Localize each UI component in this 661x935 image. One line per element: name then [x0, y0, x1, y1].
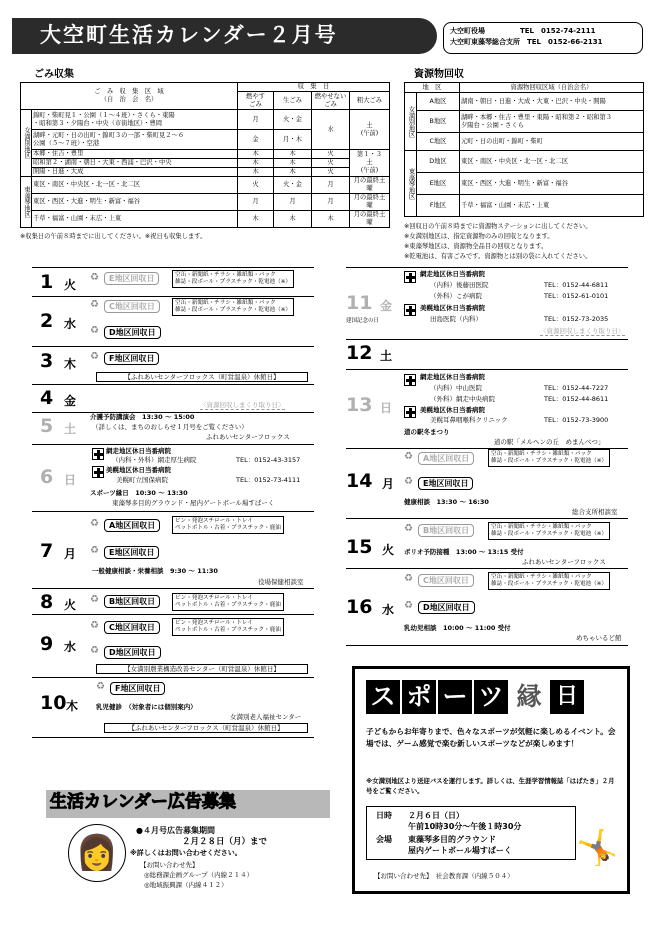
- recycle-items-box: 空缶・新聞紙・チラシ・雑紙類・パック 雑誌・段ボール・プラスチック・乾電池（※）: [172, 270, 294, 288]
- recycle-icon: ♻: [90, 594, 99, 605]
- recycle-icon: ♻: [404, 523, 413, 534]
- resource-note: ※乾電池は、有害ごみです。資源物とは別の袋に入れてください。: [404, 253, 592, 260]
- resource-row-key: A地区: [417, 93, 460, 111]
- event-venue: 道の駅「メルヘンの丘 めまんべつ」: [494, 438, 605, 446]
- garbage-row-area: 湖畔・元町・日の出町・錦町３の一部・柴町見２～６ 公園（５～７班）・空港: [32, 130, 238, 150]
- day-weekday: 火: [64, 278, 77, 292]
- red-cross-icon: [404, 406, 416, 418]
- garbage-row-nonburn: 木: [312, 211, 350, 228]
- collection-pill: A地区回収日: [418, 452, 474, 465]
- resource-row-key: B地区: [417, 111, 460, 133]
- garbage-header-days: 収 集 日: [238, 83, 390, 92]
- hospital-tel: TEL：0152-44-8611: [544, 395, 609, 403]
- garbage-row-area: 東区・西区・大進・明生・新富・福谷: [32, 194, 238, 211]
- collection-pill: C地区回収日: [104, 300, 160, 313]
- event-title: 乳幼児相談 10:00 ～ 11:00 受付: [404, 624, 511, 632]
- recycle-items-box: 空缶・新聞紙・チラシ・雑紙類・パック 雑誌・段ボール・プラスチック・乾電池（※）: [488, 572, 610, 590]
- closure-notice: 【ふれあいセンターフロックス（町営温泉）休館日】: [96, 372, 308, 382]
- divider: [32, 296, 314, 297]
- sports-title-char: ツ: [474, 680, 508, 714]
- event-detail: （詳しくは、まちのおしらせ１月号をご覧ください）: [92, 423, 248, 431]
- resource-header-zone: 資源物回収区域（自治会名）: [459, 83, 643, 93]
- recycle-icon: ♻: [404, 573, 413, 584]
- pickup-note: 〈資源回収しまくり取り日〉: [540, 327, 625, 335]
- divider: [32, 588, 314, 589]
- resource-row-key: D地区: [417, 151, 460, 173]
- event-title: 介護予防講演会 13:30 ～ 15:00: [90, 413, 195, 421]
- event-venue: 総合支所相談室: [572, 508, 618, 516]
- recycle-icon: ♻: [90, 545, 99, 556]
- day-number: 4: [40, 387, 54, 409]
- sports-date: ２月６日（日）: [408, 811, 464, 820]
- garbage-row-nonburn: 火: [312, 168, 350, 177]
- sports-note: ※女満別地区より送迎バスを運行します。詳しくは、生涯学習情報誌「はばたき」２月号をご覧ください。: [366, 777, 615, 795]
- collection-pill: D地区回収日: [104, 326, 161, 339]
- recycle-icon: ♻: [404, 600, 413, 611]
- garbage-row-area: 本郷・住吉・豊里: [32, 150, 238, 159]
- recycle-items-box: ビン・発泡スチロール・トレイ ペットボトル・古着・プラスチック・鹿油: [172, 618, 284, 636]
- hospital-name: 田島医院（内科）: [430, 315, 482, 323]
- hospital-heading: 美幌地区休日当番病院: [420, 406, 485, 414]
- garbage-group-memanbetsu: 女満別地区: [21, 110, 32, 177]
- recycle-icon: ♻: [90, 299, 99, 310]
- garbage-row-raw: 月: [274, 194, 312, 211]
- resource-row-value: 湖南・朝日・日進・大成・大東・巴沢・中央・開陽: [459, 93, 643, 111]
- page-title: 大空町生活カレンダー２月号: [40, 23, 338, 47]
- sports-date-label: 日時: [376, 811, 392, 820]
- day-number: 11: [346, 292, 373, 314]
- recycle-icon: ♻: [404, 476, 413, 487]
- garbage-header-large: 粗大ごみ: [350, 92, 390, 110]
- collection-pill: F地区回収日: [110, 682, 165, 695]
- garbage-nonburn-top: 水: [312, 110, 350, 150]
- sports-title-char: ポ: [402, 680, 436, 714]
- hospital-name: （外科）こが病院: [430, 292, 482, 300]
- hospital-tel: TEL：0152-73-2035: [544, 315, 609, 323]
- recycle-icon: ♻: [96, 681, 105, 692]
- divider: [32, 677, 314, 678]
- event-title: ポリオ予防接種 13:00 ～ 13:15 受付: [404, 548, 524, 556]
- contact-tel-1: TEL 0152-74-2111: [520, 27, 596, 35]
- collection-pill: D地区回収日: [104, 646, 161, 659]
- hospital-name: （内科・外科）網走厚生病院: [112, 456, 197, 464]
- garbage-row-burn: 金: [238, 130, 274, 150]
- garbage-group-higashimokoto: 東藻琴地区: [21, 177, 32, 228]
- garbage-row-large: 月の最終土曜: [350, 177, 390, 194]
- day-number: 3: [40, 350, 54, 372]
- sports-title-char: 日: [550, 680, 584, 714]
- recycle-items-box: ビン・発泡スチロール・トレイ ペットボトル・古着・プラスチック・鹿油: [172, 593, 284, 611]
- day-number: 10: [40, 692, 67, 714]
- garbage-header-nonburn: 燃やせない ごみ: [312, 92, 350, 110]
- collection-pill: E地区回収日: [418, 477, 473, 490]
- resource-header-area: 地 区: [405, 83, 460, 93]
- garbage-row-area: 昭和第２・湖南・朝日・大東・西浦・巴沢・中央: [32, 159, 238, 168]
- recycle-items-box: 空缶・新聞紙・チラシ・雑紙類・パック 雑誌・段ボール・プラスチック・乾電池（※）: [488, 522, 610, 540]
- hospital-tel: TEL：0152-44-6811: [544, 281, 609, 289]
- collection-pill: C地区回収日: [418, 574, 474, 587]
- sports-venue: 東藻琴多目的グラウンド: [408, 835, 496, 844]
- red-cross-icon: [404, 374, 416, 386]
- event-title: スポーツ縁日 10:30 ～ 13:30: [90, 489, 188, 497]
- event-venue: 女満別老人福祉センター: [230, 713, 302, 721]
- divider: [32, 444, 314, 445]
- day-weekday: 木: [66, 699, 79, 713]
- day-number: 16: [346, 596, 373, 618]
- collection-pill: A地区回収日: [104, 519, 160, 532]
- hospital-name: （内科）後藤田医院: [430, 281, 489, 289]
- resource-row-value: 湖畔・本郷・住吉・豊里・東陽・昭和第２・昭和第３ 夕陽台・公園・さくら: [459, 111, 643, 133]
- contact-office-2: 大空町東藻琴総合支所: [450, 38, 520, 46]
- resource-group-memanbetsu: 女満別地区: [405, 93, 417, 151]
- garbage-row-burn: 木: [238, 150, 274, 159]
- day-weekday: 日: [64, 473, 77, 487]
- recycle-icon: ♻: [90, 518, 99, 529]
- recycle-icon: ♻: [90, 325, 99, 336]
- contact-office-1: 大空町役場: [450, 27, 485, 35]
- day-number: 7: [40, 540, 54, 562]
- day-number: 9: [40, 633, 54, 655]
- garbage-row-burn: 月: [238, 110, 274, 130]
- day-weekday: 土: [64, 422, 77, 436]
- divider: [346, 267, 628, 268]
- day-number: 6: [40, 466, 54, 488]
- garbage-row-raw: 木: [274, 168, 312, 177]
- recycle-icon: ♻: [90, 351, 99, 362]
- day-weekday: 金: [380, 299, 393, 313]
- resource-table: [404, 82, 644, 217]
- sports-title-char: ス: [366, 680, 400, 714]
- sports-venue-2: 屋内ゲートボール場すぱーく: [408, 846, 512, 855]
- collection-pill: C地区回収日: [104, 621, 160, 634]
- day-weekday: 火: [64, 598, 77, 612]
- resource-title: 資源物回収: [414, 69, 464, 80]
- garbage-row-large: 月の最終土曜: [350, 211, 390, 228]
- hospital-tel: TEL：0152-73-3900: [544, 416, 609, 424]
- sports-title-char: 縁: [516, 682, 542, 711]
- hospital-heading: 網走地区休日当番病院: [420, 270, 485, 278]
- day-weekday: 火: [382, 543, 395, 557]
- sports-description: 子どもからお年寄りまで、色々なスポーツが気軽に楽しめるイベント。会場では、ゲーム感覚で楽む新しいスポーツなどが楽しめます！: [366, 727, 616, 748]
- garbage-row-raw: 月・木: [274, 130, 312, 150]
- garbage-row-nonburn: 火: [312, 159, 350, 168]
- collection-pill: F地区回収日: [104, 352, 159, 365]
- garbage-row-nonburn: 火: [312, 150, 350, 159]
- recycle-items-box: 空缶・新聞紙・チラシ・雑紙類・パック 雑誌・段ボール・プラスチック・乾電池（※）: [172, 298, 294, 316]
- garbage-row-nonburn: 月: [312, 194, 350, 211]
- collection-pill: D地区回収日: [418, 601, 475, 614]
- ad-contact-label: 【お問い合わせ先】: [140, 861, 199, 869]
- contact-tel-2: TEL 0152-66-2131: [527, 38, 603, 46]
- garbage-row-raw: 木: [274, 150, 312, 159]
- resource-note: ※回収日の午前８時までに資源物ステーションに出してください。: [404, 223, 592, 230]
- hospital-name: 美幌町立国保病院: [116, 476, 168, 484]
- divider: [32, 267, 314, 268]
- hospital-tel: TEL：0152-61-0101: [544, 292, 609, 300]
- garbage-large-mid: 第１・３ 土 (午前): [350, 150, 390, 177]
- garbage-row-nonburn: 月: [312, 177, 350, 194]
- event-title: 健康相談 13:30 ～ 16:30: [404, 498, 489, 506]
- day-number: 2: [40, 310, 54, 332]
- event-venue: めちゃいるど館: [576, 634, 622, 642]
- divider: [32, 346, 314, 347]
- hospital-name: （外科）網走中央病院: [430, 395, 495, 403]
- event-title: 道の駅冬まつり: [404, 428, 450, 436]
- collection-pill: E地区回収日: [104, 546, 159, 559]
- divider: [32, 614, 314, 615]
- divider: [346, 568, 628, 569]
- resource-row-key: F地区: [417, 195, 460, 217]
- collection-pill: B地区回収日: [418, 524, 474, 537]
- red-cross-icon: [92, 466, 104, 478]
- day-number: 13: [346, 394, 373, 416]
- hospital-heading: 美幌地区休日当番病院: [106, 466, 171, 474]
- resource-note: ※女満別地区は、指定資源物のみの回収となります。: [404, 233, 554, 240]
- garbage-row-raw: 火・金: [274, 110, 312, 130]
- day-number: 5: [40, 415, 54, 437]
- hospital-heading: 網走地区休日当番病院: [106, 447, 171, 455]
- divider: [346, 369, 628, 370]
- ad-contact-2: ◎地域振興課（内線４１２）: [144, 881, 228, 889]
- garbage-large-top: 土 (午前): [350, 110, 390, 150]
- hospital-name: （内科）中山医院: [430, 384, 482, 392]
- garbage-row-burn: 月: [238, 194, 274, 211]
- garbage-row-raw: 火・金: [274, 177, 312, 194]
- red-cross-icon: [92, 448, 104, 460]
- sports-title-char: ー: [438, 680, 472, 714]
- hospital-heading: 網走地区休日当番病院: [420, 373, 485, 381]
- divider: [32, 384, 314, 385]
- divider: [32, 511, 314, 512]
- recycle-icon: ♻: [90, 645, 99, 656]
- resource-row-value: 千草・福富・山園・末広・上東: [459, 195, 643, 217]
- hospital-tel: TEL：0152-73-4111: [236, 476, 301, 484]
- garbage-row-area: 千草・福富・山園・末広・上東: [32, 211, 238, 228]
- garbage-row-burn: 木: [238, 159, 274, 168]
- closure-notice: 【女満別農業構造改善センター（町営温泉）休館日】: [96, 664, 308, 674]
- hospital-name: 美幌耳鼻咽喉科クリニック: [430, 416, 508, 424]
- divider: [32, 737, 314, 738]
- garbage-row-area: 開陽・日進・大成: [32, 168, 238, 177]
- resource-group-higashimokoto: 東藻琴地区: [405, 151, 417, 217]
- garbage-row-raw: 木: [274, 159, 312, 168]
- garbage-row-area: 東区・南区・中央区・北一区・北二区: [32, 177, 238, 194]
- mascot-icon: 🤸: [576, 828, 619, 868]
- event-venue: ふれあいセンターフロックス: [522, 558, 606, 566]
- ad-contact-1: ◎総務課企画グループ（内線２１４）: [144, 871, 254, 879]
- event-venue: ふれあいセンターフロックス: [206, 433, 290, 441]
- recycle-items-box: ビン・発泡スチロール・トレイ ペットボトル・古着・プラスチック・鹿油: [172, 516, 284, 534]
- holiday-name: 建国記念の日: [346, 318, 380, 324]
- garbage-table: [20, 82, 390, 228]
- closure-notice: 【ふれあいセンターフロックス（町営温泉）休館日】: [104, 723, 308, 733]
- garbage-header-burn: 燃やす ごみ: [238, 92, 274, 110]
- resource-row-value: 元町・日の出町・錦町・柴町: [459, 133, 643, 151]
- sports-venue-label: 会場: [376, 835, 392, 844]
- red-cross-icon: [404, 271, 416, 283]
- day-weekday: 土: [380, 349, 393, 363]
- hospital-heading: 美幌地区休日当番病院: [420, 304, 485, 312]
- woman-icon: 👩: [68, 824, 126, 882]
- garbage-title: ごみ収集: [34, 69, 74, 80]
- collection-pill: B地区回収日: [104, 595, 160, 608]
- day-number: 14: [346, 470, 373, 492]
- red-cross-icon: [404, 304, 416, 316]
- day-weekday: 木: [64, 357, 77, 371]
- hospital-tel: TEL：0152-43-3157: [236, 456, 301, 464]
- day-weekday: 水: [64, 640, 77, 654]
- day-weekday: 日: [380, 401, 393, 415]
- recycle-icon: ♻: [90, 620, 99, 631]
- day-weekday: 月: [382, 477, 395, 491]
- event-venue: 役場保健相談室: [258, 578, 304, 586]
- day-weekday: 水: [64, 317, 77, 331]
- divider: [346, 645, 628, 646]
- day-number: 8: [40, 591, 54, 613]
- event-venue: 東藻琴多目的グラウンド・屋内ゲートボール場すぱーく: [112, 499, 275, 507]
- resource-row-key: E地区: [417, 173, 460, 195]
- day-weekday: 水: [382, 603, 395, 617]
- divider: [346, 339, 628, 340]
- garbage-row-burn: 火: [238, 177, 274, 194]
- resource-row-key: C地区: [417, 133, 460, 151]
- resource-note: ※東藻琴地区は、資源物全品目の回収となります。: [404, 243, 548, 250]
- recycle-items-box: 空缶・新聞紙・チラシ・雑紙類・パック 雑誌・段ボール・プラスチック・乾電池（※）: [488, 449, 610, 467]
- garbage-header-raw: 生ごみ: [274, 92, 312, 110]
- garbage-row-large: 月の最終土曜: [350, 194, 390, 211]
- divider: [346, 518, 628, 519]
- event-title: 乳児健診 （対象者には個別案内）: [96, 703, 197, 711]
- sports-time: 午前10時30分～午後１時30分: [408, 822, 522, 831]
- ad-inquire: ※詳しくはお問い合わせください。: [130, 849, 242, 857]
- day-number: 15: [346, 536, 373, 558]
- garbage-row-raw: 木: [274, 211, 312, 228]
- day-number: 1: [40, 271, 54, 293]
- pickup-note: 〈資源回収しまくり取り日〉: [200, 401, 285, 409]
- garbage-row-area: 錦町・柴町見１・公園（１～４班）・さくら・東陽 ・昭和第３・夕陽台・中央（市街地区）・豊岡: [32, 110, 238, 130]
- day-weekday: 月: [64, 547, 77, 561]
- event-title: 一般健康相談・栄養相談 9:30 ～ 11:30: [92, 567, 218, 575]
- ad-period-date: ２月２８日（月）まで: [182, 837, 268, 847]
- day-weekday: 金: [64, 394, 77, 408]
- ad-title: 生活カレンダー広告募集: [50, 792, 236, 812]
- recycle-icon: ♻: [404, 451, 413, 462]
- recycle-icon: ♻: [90, 272, 99, 283]
- sports-contact: 【お問い合わせ先】 社会教育課（内線５０４）: [374, 872, 514, 880]
- hospital-tel: TEL：0152-44-7227: [544, 384, 609, 392]
- resource-row-value: 東区・南区・中央区・北一区・北二区: [459, 151, 643, 173]
- contact-box: [443, 22, 643, 54]
- collection-pill: E地区回収日: [104, 272, 159, 285]
- resource-row-value: 東区・西区・大進・明生・新富・福谷: [459, 173, 643, 195]
- garbage-note: ※収集日の午前８時までに出してください。※祝日も収集します。: [20, 233, 207, 240]
- garbage-row-burn: 木: [238, 168, 274, 177]
- day-number: 12: [346, 342, 373, 364]
- garbage-row-burn: 木: [238, 211, 274, 228]
- ad-period-label: ●４月号広告募集期間: [136, 826, 215, 835]
- garbage-header-area: ご み 収 集 区 域 （自 治 会 名）: [21, 83, 238, 110]
